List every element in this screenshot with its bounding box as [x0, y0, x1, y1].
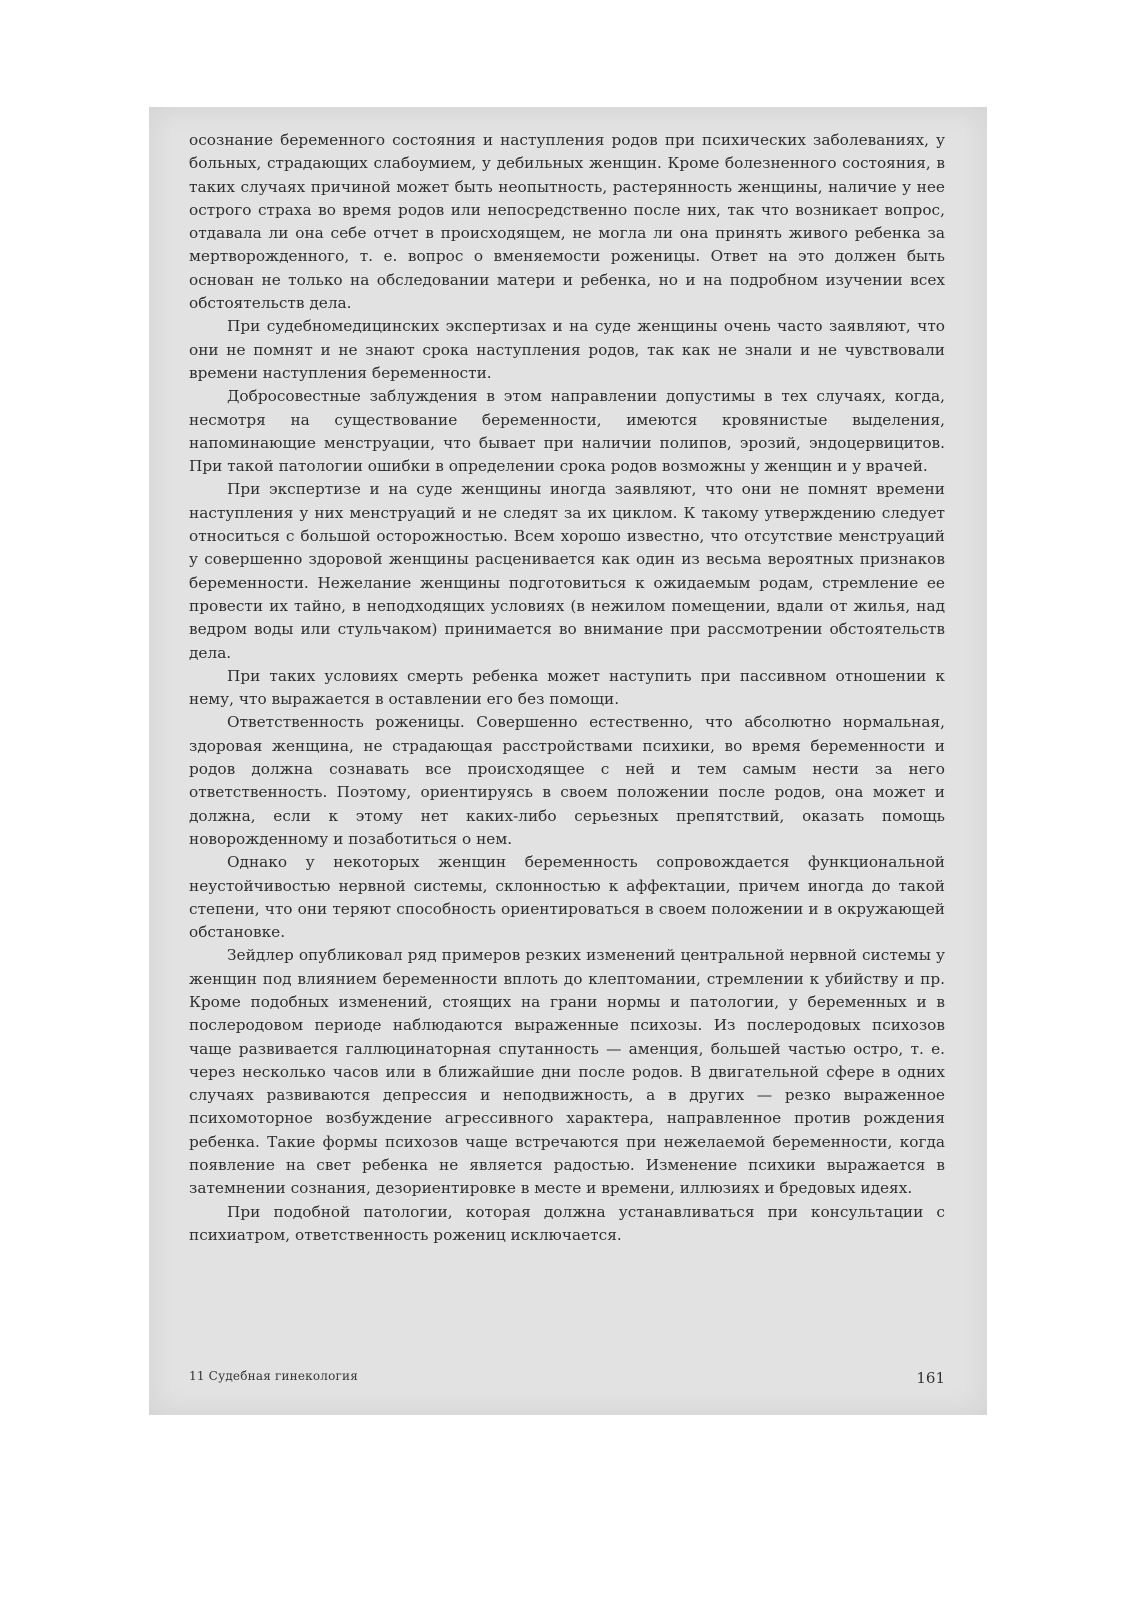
- paragraph-5: При таких условиях смерть ребенка может наступить при пассивном отношении к нему, что выражается в оставлении его без помощи.: [189, 666, 945, 709]
- paragraph-6: Ответственность роженицы. Совершенно естественно, что абсолютно нормальная, здоровая женщина, не страдающая расстройствами психики, во время беременности и родов должна сознавать все происходящее с ней и тем самым нести за него ответственность. Поэтому, ориентируясь в своем положении после родов, она может и должна, если к этому нет каких-либо серьезных препятствий, оказать помощь новорожденному и позаботиться о нем.: [189, 713, 945, 848]
- paragraph-9: При подобной патологии, которая должна устанавливаться при консультации с психиатром, ответственность рожениц исключается.: [189, 1202, 945, 1244]
- paragraph-8: Зейдлер опубликовал ряд примеров резких изменений центральной нервной системы у женщин под влиянием беременности вплоть до клептомании, стремлении к убийству и пр. Кроме подобных изменений, стоящих на грани нормы и патологии, у беременных и в послеродовом периоде наблюдаются выраженные психозы. Из послеродовых психозов чаще развивается галлюцинаторная спутанность — аменция, большей частью остро, т. е. через несколько часов или в ближайшие дни после родов. В двигательной сфере в одних случаях развиваются депрессия и неподвижность, а в других — резко выраженное психомоторное возбуждение агрессивного характера, направленное против рождения ребенка. Такие формы психозов чаще встречаются при нежелаемой беременности, когда появление на свет ребенка не является радостью. Изменение психики выражается в затемнении сознания, дезориентировке в месте и времени, иллюзиях и бредовых идеях.: [189, 946, 945, 1198]
- body-text: [189, 129, 945, 1247]
- paragraph-3: Добросовестные заблуждения в этом направлении допустимы в тех случаях, когда, несмотря на существование беременности, имеются кровянистые выделения, напоминающие менструации, что бывает при наличии полипов, эрозий, эндоцервицитов. При такой патологии ошибки в определении срока родов возможны у женщин и у врачей.: [189, 387, 945, 476]
- page-footer: [189, 1369, 945, 1387]
- book-page: [149, 107, 987, 1415]
- paragraph-1: осознание беременного состояния и наступления родов при психических заболеваниях, у больных, страдающих слабоумием, у дебильных женщин. Кроме болезненного состояния, в таких случаях причиной может быть неопытность, растерянность женщины, наличие у нее острого страха во время родов или непосредственно после них, так что возникает вопрос, отдавала ли она себе отчет в происходящем, не могла ли она принять живого ребенка за мертворожденного, т. е. вопрос о вменяемости роженицы. Ответ на это должен быть основан не только на обследовании матери и ребенка, но и на подробном изучении всех обстоятельств дела.: [189, 131, 945, 313]
- printer-signature: 11 Судебная гинекология: [189, 1369, 358, 1383]
- paragraph-2: При судебномедицинских экспертизах и на суде женщины очень часто заявляют, что они не помнят и не знают срока наступления родов, так как не знали и не чувствовали времени наступления беременности.: [189, 317, 945, 382]
- paragraph-7: Однако у некоторых женщин беременность сопровождается функциональной неустойчивостью нервной системы, склонностью к аффектации, причем иногда до такой степени, что они теряют способность ориентироваться в своем положении и в окружающей обстановке.: [189, 853, 945, 942]
- page-number: 161: [916, 1369, 945, 1387]
- paragraph-4: При экспертизе и на суде женщины иногда заявляют, что они не помнят времени наступления у них менструаций и не следят за их циклом. К такому утверждению следует относиться с большой осторожностью. Всем хорошо известно, что отсутствие менструаций у совершенно здоровой женщины расценивается как один из весьма вероятных признаков беременности. Нежелание женщины подготовиться к ожидаемым родам, стремление ее провести их тайно, в неподходящих условиях (в нежилом помещении, вдали от жилья, над ведром воды или стульчаком) принимается во внимание при рассмотрении обстоятельств дела.: [189, 480, 945, 662]
